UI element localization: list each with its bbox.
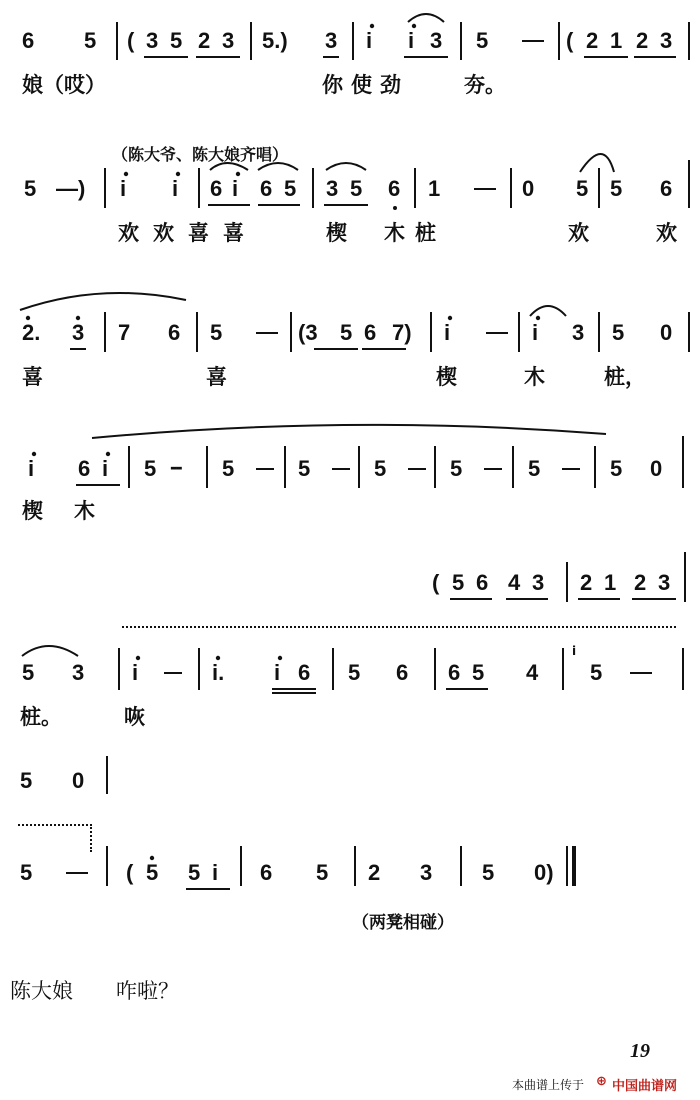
lyric: 木 [74,499,95,523]
note: 3 [430,28,443,53]
note: 5 [450,456,463,481]
lyric: 喜 [206,365,227,389]
note: 0 [72,768,85,793]
note: (3 [298,320,318,345]
note: i [232,176,239,201]
note: 6 [22,28,35,53]
note: 5 [22,660,35,685]
note: 6 [260,176,273,201]
performance-annotation: （陈大爷、陈大娘齐唱） [112,145,289,164]
note: ( [127,28,135,53]
brand-logo-icon: ⊕ [596,1074,607,1089]
note: 2 [636,28,649,53]
note: 2 [198,28,211,53]
note: 3 [658,570,671,595]
note: i [28,456,35,481]
note: 5 [482,860,495,885]
note: 5 [350,176,363,201]
note: 5 [284,176,297,201]
note: 0 [650,456,663,481]
note: 2 [580,570,593,595]
note: 3 [222,28,235,53]
note: 4 [526,660,539,685]
note: 5 [340,320,353,345]
note: i [132,660,139,685]
note: —) [56,176,86,201]
note: 5 [348,660,361,685]
footer-text: 本曲谱上传于 [512,1078,585,1092]
note: 2 [368,860,381,885]
note: 5 [20,768,33,793]
footer-brand: 中国曲谱网 [612,1079,678,1094]
note: -- [170,454,181,479]
note: 5 [222,456,235,481]
note: i. [212,660,225,685]
note: 6 [396,660,409,685]
note: 3 [660,28,673,53]
dialogue-line: 咋啦？ [116,979,179,1003]
lyric: 欢欢喜喜 [118,221,258,245]
note: 0 [522,176,535,201]
note: 5 [20,860,33,885]
note: 6 [78,456,91,481]
note: 6 [260,860,273,885]
note: 0) [534,860,554,885]
note: 3 [326,176,339,201]
note: i [444,320,451,345]
note: 5 [146,860,159,885]
stage-annotation: （两凳相碰） [352,913,454,933]
note: 3 [532,570,545,595]
note: 1 [610,28,623,53]
lyric: 木 [524,365,545,389]
note: 3 [572,320,585,345]
note: i [172,176,179,201]
lyric: 喜 [22,365,43,389]
note: 6 [476,570,489,595]
note: 5 [144,456,157,481]
note: 6 [168,320,181,345]
note: 6 [298,660,311,685]
note: 5 [210,320,223,345]
note: 5 [528,456,541,481]
note: ( [432,570,440,595]
note: 6 [210,176,223,201]
lyric: 桩。 [20,705,62,729]
note: 2 [586,28,599,53]
note: 4 [508,570,521,595]
lyric: 欢 [568,221,589,245]
note: ( [126,860,134,885]
grace-note: i [572,644,577,658]
note: 5 [170,28,183,53]
note: 5 [472,660,485,685]
lyric: 夯。 [464,73,506,97]
note: 6 [364,320,377,345]
note: 5 [610,456,623,481]
note: 5 [452,570,465,595]
note: 6 [448,660,461,685]
note: 5 [298,456,311,481]
note: i [366,28,373,53]
note: i [120,176,127,201]
note: i [532,320,539,345]
note: 0 [660,320,673,345]
note: 1 [428,176,441,201]
note: 1 [604,570,617,595]
note: 6 [388,176,401,201]
page-number: 19 [630,1040,650,1062]
note: 3 [72,660,85,685]
note: 2 [634,570,647,595]
note: 5 [590,660,603,685]
note: i [212,860,219,885]
note: 7 [118,320,131,345]
lyric: 咴 [124,705,145,729]
lyric: 桩， [604,365,646,389]
note: 5 [476,28,489,53]
slur-lines [20,14,617,656]
lyric: 娘（哎） [22,73,106,97]
note: 5 [316,860,329,885]
note: 5 [374,456,387,481]
lyric: 你使劲 [322,73,409,97]
note: 2. [22,320,41,345]
note: 5 [84,28,97,53]
note: 3 [146,28,159,53]
note: 7) [392,320,412,345]
note: 5.) [262,28,288,53]
lyric: 楔 [326,221,347,245]
note: i [408,28,415,53]
note: 5 [188,860,201,885]
note: 3 [420,860,433,885]
note: ( [566,28,574,53]
note: 5 [576,176,589,201]
dialogue-speaker: 陈大娘 [10,979,73,1003]
note: 5 [24,176,37,201]
note: i [102,456,109,481]
note: 3 [325,28,338,53]
note: 6 [660,176,673,201]
lyric: 木桩 [384,221,446,245]
high-octave-dots [26,24,540,860]
note: i [274,660,281,685]
lyric: 楔 [436,365,457,389]
note: 5 [612,320,625,345]
lyric: 楔 [22,499,43,523]
note: 3 [72,320,85,345]
note: 5 [610,176,623,201]
lyric: 欢 [656,221,677,245]
